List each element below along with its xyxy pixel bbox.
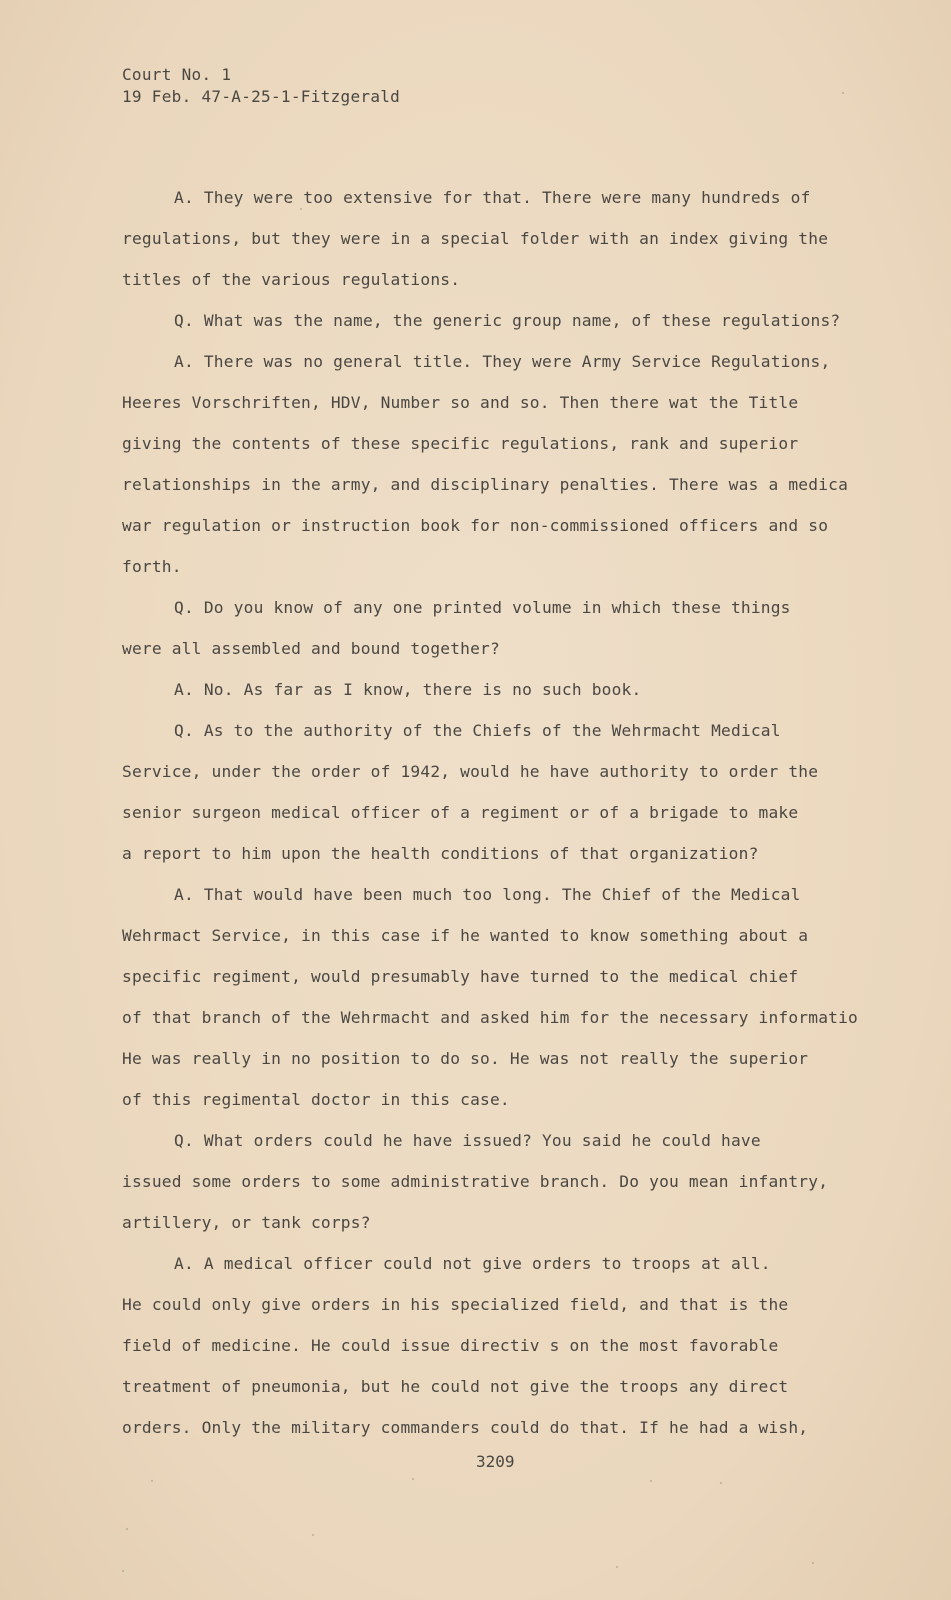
transcript-line: He could only give orders in his specialized field, and that is the: [122, 1295, 789, 1314]
transcript-line: field of medicine. He could issue directiv s on the most favorable: [122, 1336, 779, 1355]
paper-speck: [151, 1480, 153, 1482]
paper-speck: [412, 1478, 414, 1480]
transcript-line: Q. As to the authority of the Chiefs of the Wehrmacht Medical: [174, 721, 781, 740]
transcript-line: of that branch of the Wehrmacht and asked him for the necessary informatio: [122, 1008, 858, 1027]
transcript-line: artillery, or tank corps?: [122, 1213, 371, 1232]
transcript-line: relationships in the army, and disciplinary penalties. There was a medica: [122, 475, 849, 494]
transcript-line: orders. Only the military commanders could do that. If he had a wish,: [122, 1418, 809, 1437]
transcript-line: A. A medical officer could not give orders to troops at all.: [174, 1254, 771, 1273]
page-number: 3209: [476, 1452, 515, 1471]
transcript-line: A. They were too extensive for that. There were many hundreds of: [174, 188, 811, 207]
paper-speck: [812, 1562, 814, 1564]
transcript-line: Q. Do you know of any one printed volume in which these things: [174, 598, 791, 617]
transcript-line: Wehrmact Service, in this case if he wanted to know something about a: [122, 926, 809, 945]
transcript-line: senior surgeon medical officer of a regiment or of a brigade to make: [122, 803, 799, 822]
transcript-line: A. That would have been much too long. The Chief of the Medical: [174, 885, 801, 904]
transcript-line: issued some orders to some administrative branch. Do you mean infantry,: [122, 1172, 829, 1191]
paper-speck: [720, 1482, 722, 1484]
paper-speck: [650, 1480, 652, 1482]
transcript-line: A. There was no general title. They were Army Service Regulations,: [174, 352, 831, 371]
paper-speck: [616, 1566, 618, 1568]
transcript-line: were all assembled and bound together?: [122, 639, 500, 658]
transcript-line: a report to him upon the health conditions of that organization?: [122, 844, 759, 863]
transcript-line: Service, under the order of 1942, would he have authority to order the: [122, 762, 819, 781]
transcript-line: Q. What was the name, the generic group name, of these regulations?: [174, 311, 841, 330]
paper-speck: [842, 92, 844, 94]
paper-speck: [312, 1534, 314, 1536]
document-header: [122, 64, 400, 108]
transcript-line: giving the contents of these specific regulations, rank and superior: [122, 434, 799, 453]
transcript-line: treatment of pneumonia, but he could not give the troops any direct: [122, 1377, 789, 1396]
transcript-line: Heeres Vorschriften, HDV, Number so and so. Then there wat the Title: [122, 393, 799, 412]
paper-speck: [122, 1570, 124, 1572]
transcript-line: titles of the various regulations.: [122, 270, 461, 289]
transcript-line: war regulation or instruction book for non-commissioned officers and so: [122, 516, 829, 535]
transcript-line: of this regimental doctor in this case.: [122, 1090, 510, 1109]
paper-speck: [300, 208, 302, 210]
transcript-line: specific regiment, would presumably have turned to the medical chief: [122, 967, 799, 986]
transcript-line: regulations, but they were in a special folder with an index giving the: [122, 229, 829, 248]
transcript-line: He was really in no position to do so. He was not really the superior: [122, 1049, 809, 1068]
transcript-line: forth.: [122, 557, 182, 576]
session-label: 19 Feb. 47-A-25-1-Fitzgerald: [122, 87, 401, 106]
transcript-line: A. No. As far as I know, there is no such book.: [174, 680, 642, 699]
court-label: Court No. 1: [122, 65, 232, 84]
paper-speck: [126, 1528, 128, 1530]
transcript-line: Q. What orders could he have issued? You said he could have: [174, 1131, 761, 1150]
